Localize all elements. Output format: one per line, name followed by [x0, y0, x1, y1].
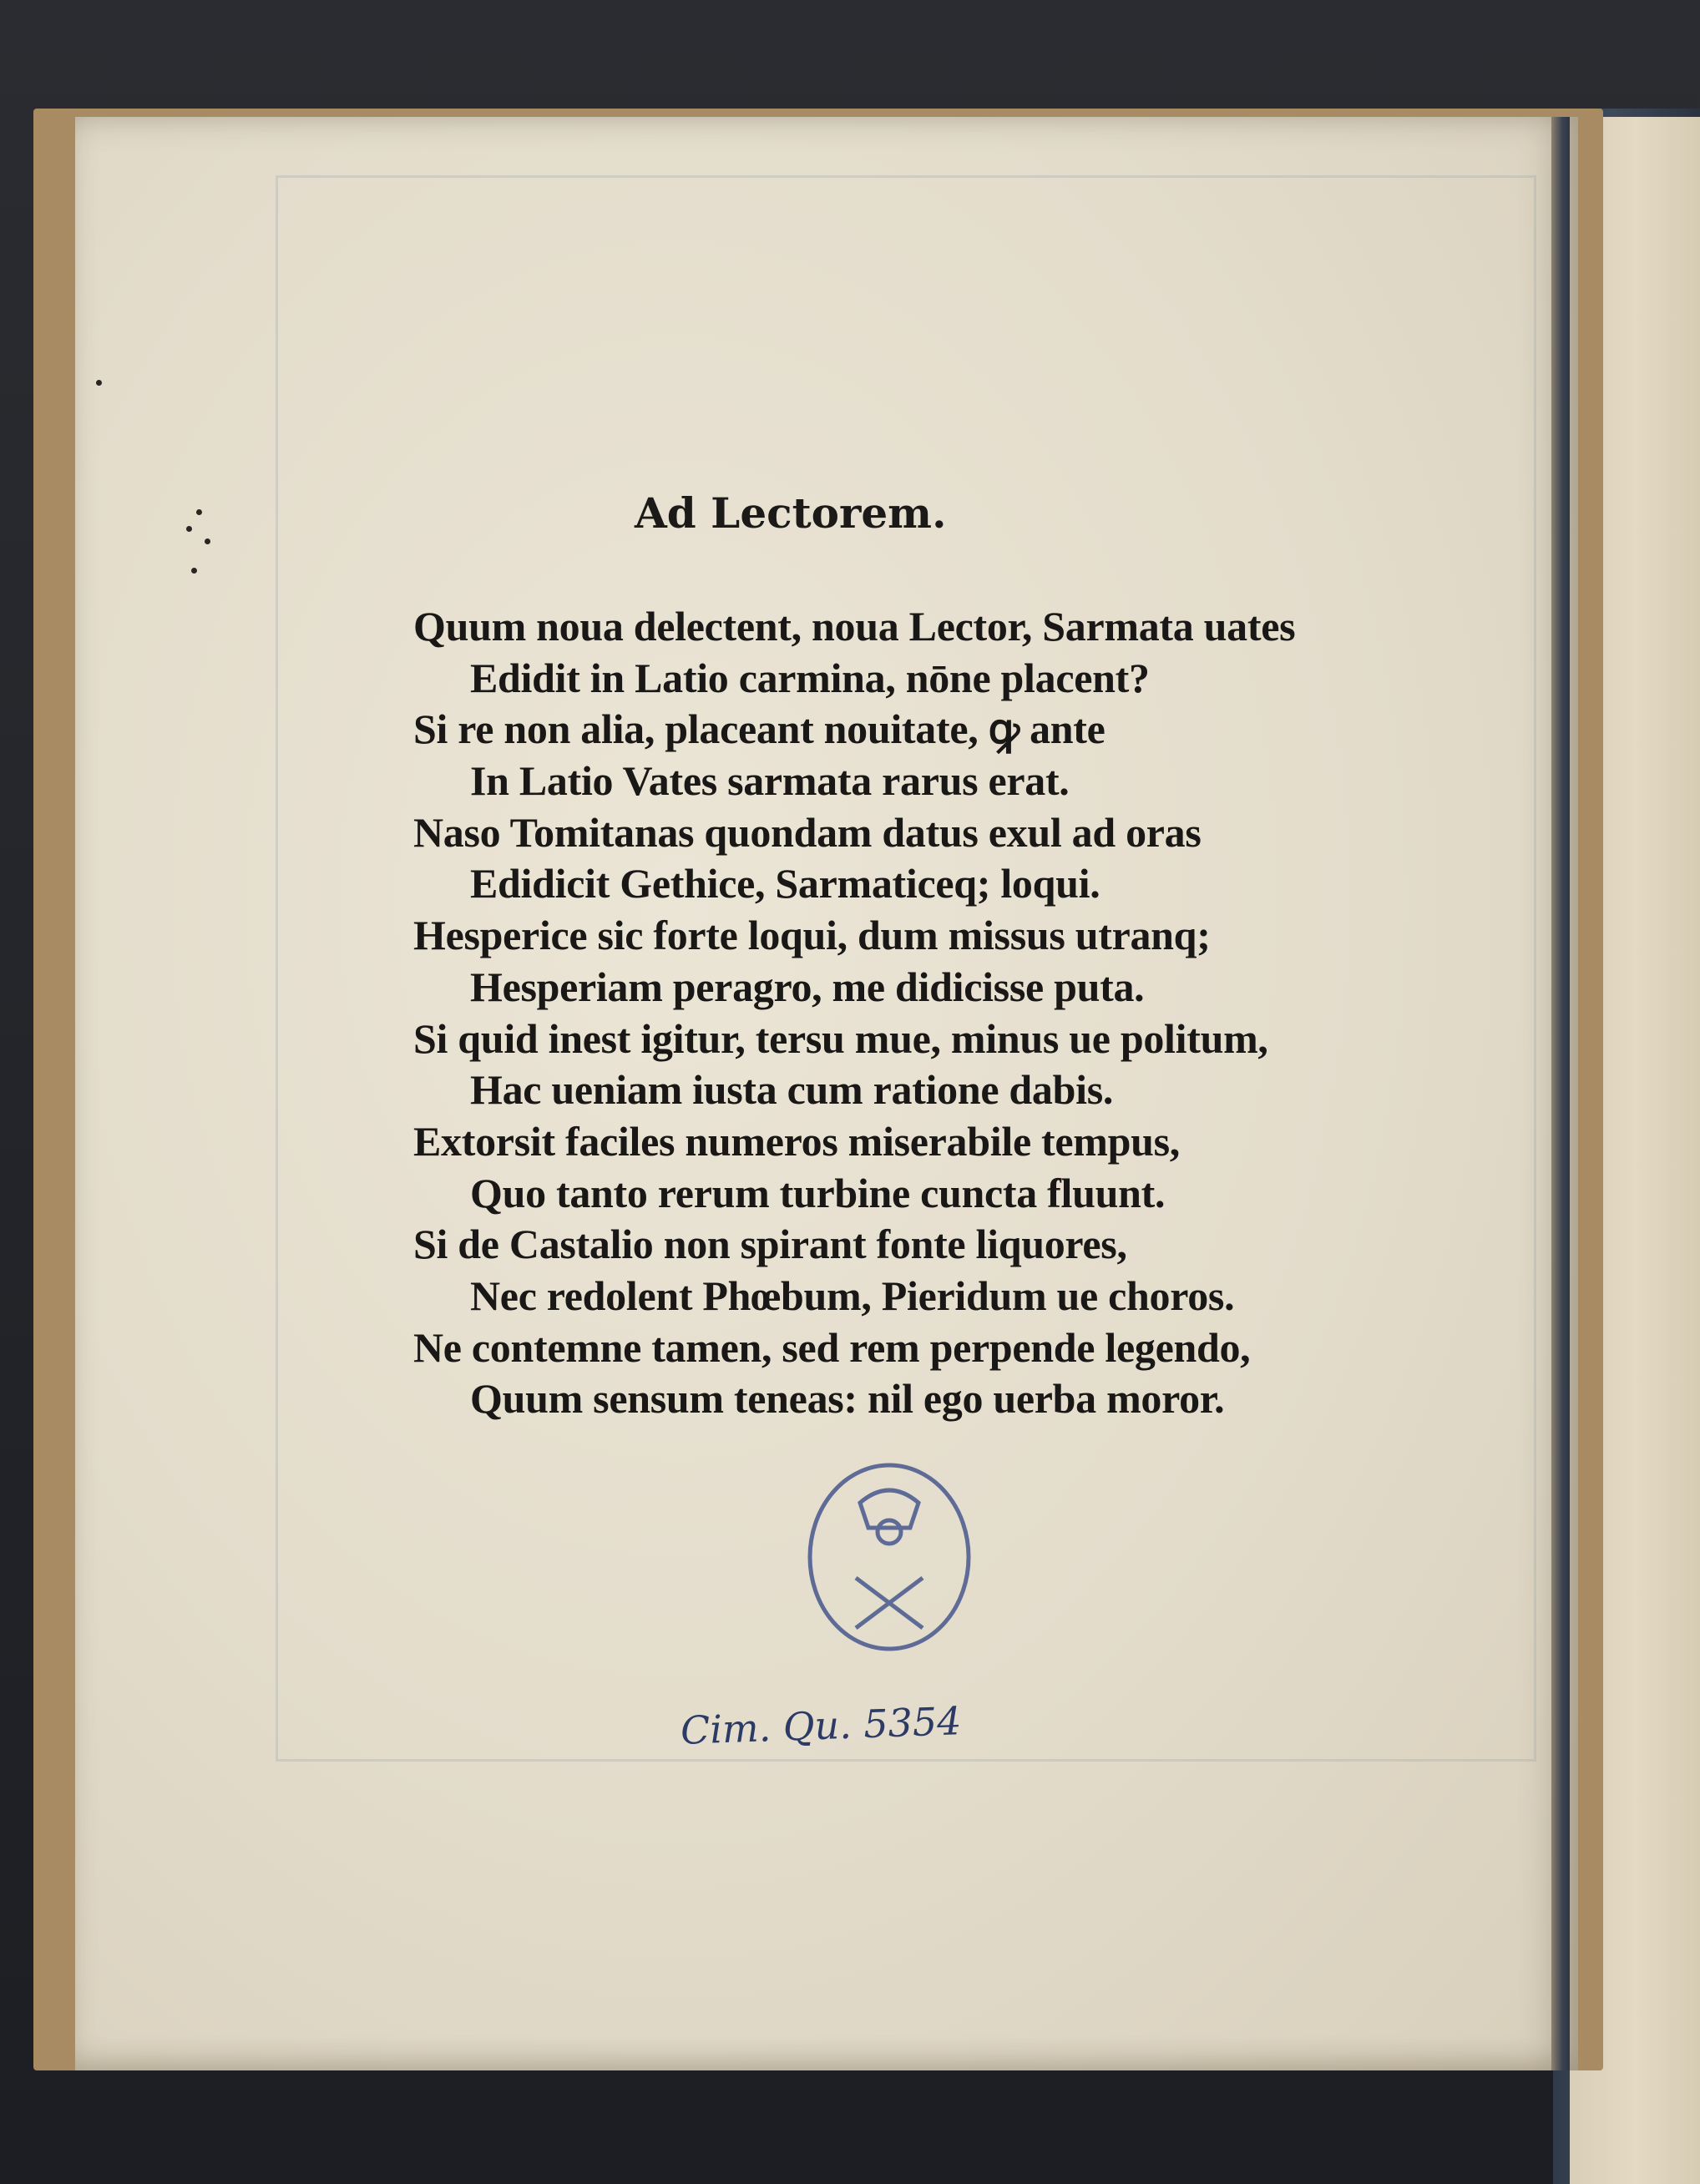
page-gutter [1551, 117, 1570, 2070]
page-title: Ad Lectorem. [635, 488, 947, 538]
verse-line: Quo tanto rerum turbine cuncta fluunt. [470, 1169, 1166, 1216]
verse-line: In Latio Vates sarmata rarus erat. [470, 757, 1070, 805]
verse-line: Quum sensum teneas: nil ego uerba moror. [470, 1375, 1225, 1423]
verse-line: Ne contemne tamen, sed rem perpende legendo, [413, 1323, 1251, 1371]
verse-line: Hac ueniam iusta cum ratione dabis. [470, 1066, 1114, 1114]
verse-line: Si quid inest igitur, tersu mue, minus ue politum, [413, 1014, 1268, 1062]
verse-line: Quum noua delectent, noua Lector, Sarmata uates [413, 603, 1296, 650]
verse-line: Nec redolent Phœbum, Pieridum ue choros. [470, 1271, 1235, 1319]
verse-line: Edidicit Gethice, Sarmaticeq; loqui. [470, 860, 1100, 907]
verse-line: Hesperice sic forte loqui, dum missus utranq; [413, 912, 1211, 959]
shelfmark-annotation: Cim. Qu. 5354 [680, 1698, 963, 1753]
verse-line: Si re non alia, placeant nouitate, ꝙ ante [413, 705, 1106, 753]
verse-line: Naso Tomitanas quondam datus exul ad oras [413, 808, 1202, 856]
verse-line: Edidit in Latio carmina, nōne placent? [470, 654, 1150, 701]
verse-line: Si de Castalio non spirant fonte liquores, [413, 1221, 1127, 1268]
library-stamp-icon [802, 1453, 977, 1661]
verse-line: Extorsit faciles numeros miserabile tempus, [413, 1117, 1181, 1165]
verse-line: Hesperiam peragro, me didicisse puta. [470, 963, 1145, 1010]
poem-text [413, 601, 1399, 1425]
